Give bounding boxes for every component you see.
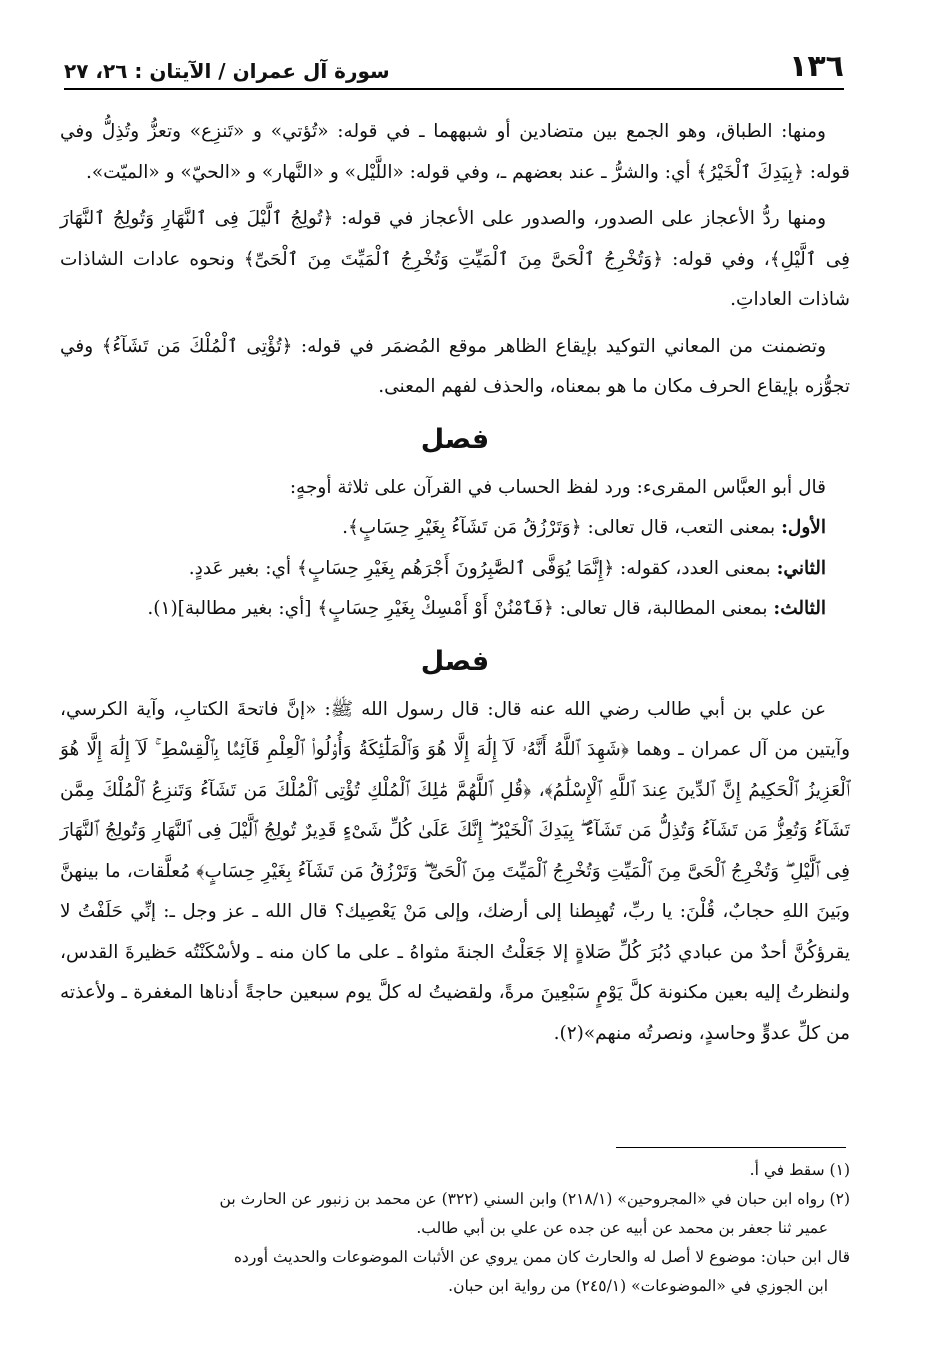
footnote-2: (٢) رواه ابن حبان في «المجروحين» (٢١٨/١) وابن السني (٣٢٢) عن محمد بن زنبور عن الحارث بن (219, 1190, 850, 1208)
paragraph-chiasmus: ومنها ردُّ الأعجاز على الصدور، والصدور على الأعجاز في قوله: ﴿تُولِجُ ٱلَّيْلَ فِى ٱلنَّهَارِ وَتُولِجُ ٱلنَّهَارَ فِى ٱلَّيْلِ﴾، وفي قوله: ﴿وَتُخْرِجُ ٱلْحَىَّ مِنَ ٱلْمَيِّتِ وَتُخْرِجُ ٱلْمَيِّتَ مِنَ ٱلْحَىِّ﴾ ونحوه عادات الشاذات شاذات العاداتِ. (60, 208, 850, 310)
page-number: ١٣٦ (789, 49, 844, 84)
list-item-first (60, 508, 850, 549)
list-item-third (60, 589, 850, 630)
section-heading: فصل (420, 423, 490, 455)
paragraph-hadith: عن علي بن أبي طالب رضي الله عنه قال: قال رسول الله ﷺ: «إنَّ فاتحةَ الكتابِ، وآية الكرسي، وآيتين من آل عمران ـ وهما ﴿شَهِدَ ٱللَّهُ أَنَّهُۥ لَآ إِلَٰهَ إِلَّا هُوَ وَٱلْمَلَٰٓئِكَةُ وَأُو۟لُوا۟ ٱلْعِلْمِ قَآئِمًۢا بِٱلْقِسْطِ ۚ لَآ إِلَٰهَ إِلَّا هُوَ ٱلْعَزِيزُ ٱلْحَكِيمُ إِنَّ ٱلدِّينَ عِندَ ٱللَّهِ ٱلْإِسْلَٰمُ﴾، ﴿قُلِ ٱللَّهُمَّ مَٰلِكَ ٱلْمُلْكِ تُؤْتِى ٱلْمُلْكَ مَن تَشَآءُ وَتَنزِعُ ٱلْمُلْكَ مِمَّن تَشَآءُ وَتُعِزُّ مَن تَشَآءُ وَتُذِلُّ مَن تَشَآءُ ۖ بِيَدِكَ ٱلْخَيْرُ ۖ إِنَّكَ عَلَىٰ كُلِّ شَىْءٍ قَدِيرٌ تُولِجُ ٱلَّيْلَ فِى ٱلنَّهَارِ وَتُولِجُ ٱلنَّهَارَ فِى ٱلَّيْلِ ۖ وَتُخْرِجُ ٱلْحَىَّ مِنَ ٱلْمَيِّتِ وَتُخْرِجُ ٱلْمَيِّتَ مِنَ ٱلْحَىِّ ۖ وَتَرْزُقُ مَن تَشَآءُ بِغَيْرِ حِسَابٍ﴾ مُعلَّقات، ما بينهنَّ وبَينَ اللهِ حجابٌ، قُلْنَ: يا ربِّ، تُهبِطنا إلى أرضك، وإلى مَنْ يَعْصِيك؟ قال الله ـ عز وجل ـ: إنِّي حَلَفْتُ لا يقرؤكُنَّ أحدٌ من عبادي دُبُرَ كُلِّ صَلاةٍ إلا جَعَلْتُ الجنةَ مثواهُ ـ على ما كان منه ـ ولأسْكَنْتُه حَظيرةَ القدس، ولنظرتُ إليه بعين مكنونة كلَّ يَوْمٍ سَبْعِينَ مرةً، ولقضيتُ له كلَّ يوم سبعين حاجةً أدناها المغفرة ـ ولأعذته من كلِّ عدوٍّ وحاسدٍ، ونصرتُه منهم»(٢). (60, 698, 850, 1044)
footnote-3: قال ابن حبان: موضوع لا أصل له والحارث كان ممن يروي عن الأثبات الموضوعات والحديث أورده (233, 1248, 850, 1266)
paragraph-emphasis: وتضمنت من المعاني التوكيد بإيقاع الظاهر موقع المُضمَر في قوله: ﴿تُؤْتِى ٱلْمُلْكَ مَن تَشَآءُ﴾ وفي تجوُّزه بإيقاع الحرف مكان ما هو بمعناه، والحذف لفهم المعنى. (60, 335, 850, 397)
page-header (64, 40, 844, 86)
footnotes (60, 1156, 850, 1301)
footnote-2-continued: عمير ثنا جعفر بن محمد عن أبيه عن جده عن علي بن أبي طالب. (416, 1219, 828, 1237)
item-text: بمعنى المطالبة، قال تعالى: ﴿فَٱمْنُنْ أَوْ أَمْسِكْ بِغَيْرِ حِسَابٍ﴾ [أي: بغير مطالبة](١). (147, 598, 774, 619)
item-label: الثاني: (776, 557, 826, 579)
item-text: بمعنى التعب، قال تعالى: ﴿وَتَرْزُقُ مَن تَشَآءُ بِغَيْرِ حِسَابٍ﴾. (342, 517, 782, 538)
item-text: بمعنى العدد، كقوله: ﴿إِنَّمَا يُوَفَّى ٱلصَّٰبِرُونَ أَجْرَهُم بِغَيْرِ حِسَابٍ﴾ أي: بغير عَددٍ. (188, 557, 777, 579)
footnote-1: (١) سقط في أ. (749, 1161, 850, 1179)
running-title: سورة آل عمران / الآيتان : ٢٦، ٢٧ (64, 59, 390, 83)
paragraph-hisab-intro: قال أبو العبَّاس المقرىء: ورد لفظ الحساب في القرآن على ثلاثة أوجهٍ: (289, 476, 826, 498)
section-heading: فصل (420, 645, 490, 677)
main-text (60, 112, 850, 1054)
header-rule (64, 88, 844, 90)
list-item-second (60, 549, 850, 590)
item-label: الثالث: (773, 598, 826, 619)
paragraph-antithesis: ومنها: الطباق، وهو الجمع بين متضادين أو شبههما ـ في قوله: «تُؤتي» و «تَنزِع» وتعزُّ وتُذِلُّ وفي قوله: ﴿بِيَدِكَ ٱلْخَيْرُ﴾ أي: والشرُّ ـ عند بعضهم ـ، وفي قوله: «اللَّيْل» و «النَّهار» و «الحيّ» و «الميّت». (60, 121, 850, 183)
footnote-3-continued: ابن الجوزي في «الموضوعات» (٢٤٥/١) من رواية ابن حبان. (448, 1277, 828, 1295)
item-label: الأول: (781, 517, 826, 538)
footnote-rule (616, 1147, 846, 1148)
